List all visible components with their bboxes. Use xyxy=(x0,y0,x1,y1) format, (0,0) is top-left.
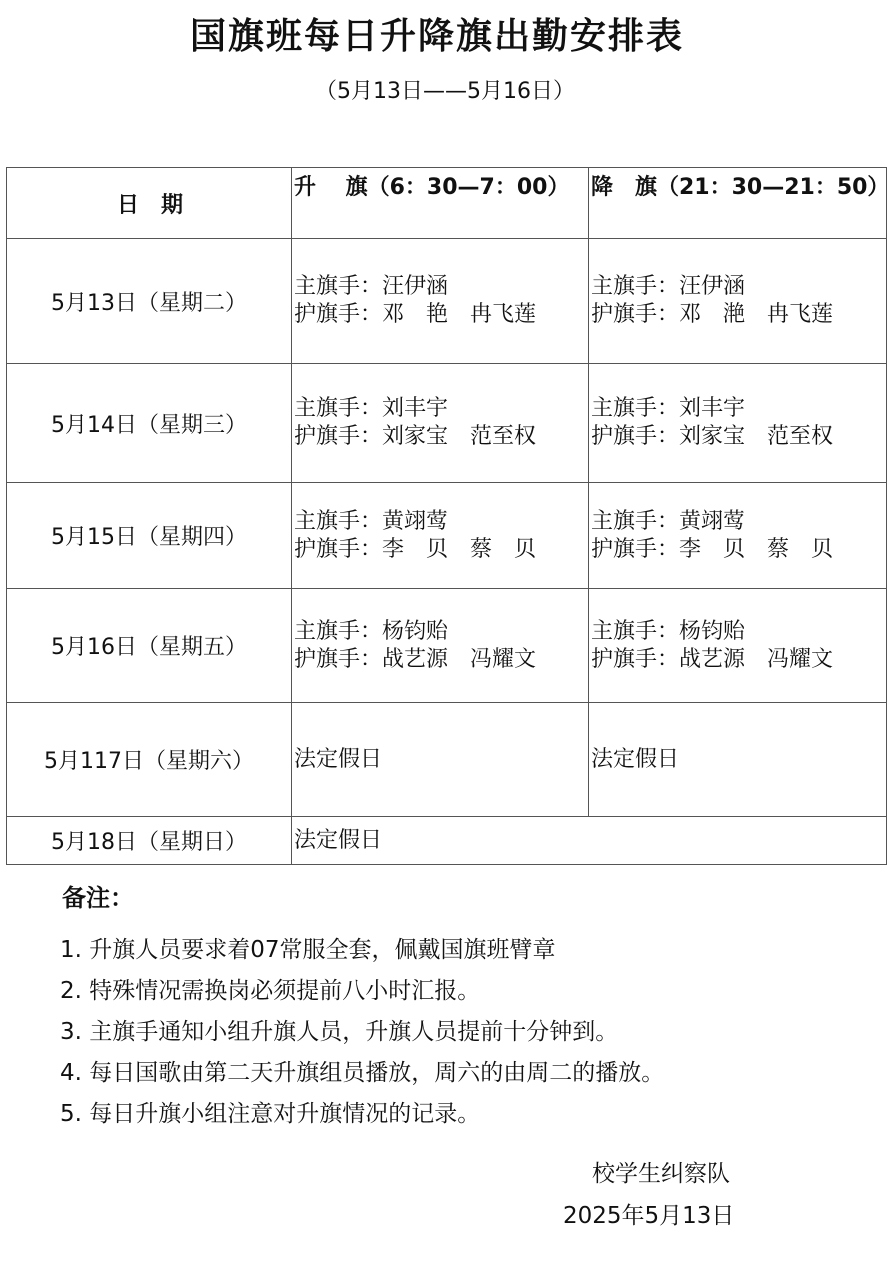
lower-cell xyxy=(588,364,886,483)
raise-cell xyxy=(291,364,588,483)
row-date: 5月14日（星期三） xyxy=(7,364,292,483)
list-item: 5. 每日升旗小组注意对升旗情况的记录。 xyxy=(60,1101,481,1127)
raise-main-flagbearer: 主旗手：汪伊涵 xyxy=(293,274,448,299)
header-date: 日 期 xyxy=(7,168,292,239)
lower-main-flagbearer: 主旗手：黄翊莺 xyxy=(590,508,745,534)
row-date: 5月15日（星期四） xyxy=(7,483,292,589)
holiday-label: 法定假日 xyxy=(293,827,382,853)
raise-main-flagbearer: 主旗手：刘丰宇 xyxy=(293,396,448,421)
list-item: 4. 每日国歌由第二天升旗组员播放，周六的由周二的播放。 xyxy=(60,1060,665,1086)
lower-main-flagbearer: 主旗手：汪伊涵 xyxy=(590,274,745,299)
raise-guards: 护旗手：李 贝 蔡 贝 xyxy=(293,536,536,562)
notes-list xyxy=(60,930,664,1135)
header-lower: 降 旗（21：30—21：50） xyxy=(588,168,886,239)
date-range-subtitle: （5月13日——5月16日） xyxy=(315,79,575,104)
table-row xyxy=(7,703,887,817)
table-row xyxy=(7,817,887,865)
lower-guards: 护旗手：刘家宝 范至权 xyxy=(590,424,833,449)
raise-guards: 护旗手：邓 艳 冉飞莲 xyxy=(293,302,536,327)
list-item: 1. 升旗人员要求着07常服全套，佩戴国旗班臂章 xyxy=(60,937,556,963)
raise-cell xyxy=(291,589,588,703)
table-row xyxy=(7,239,887,364)
row-date: 5月16日（星期五） xyxy=(7,589,292,703)
raise-guards: 护旗手：刘家宝 范至权 xyxy=(293,424,536,449)
raise-cell xyxy=(291,483,588,589)
raise-cell xyxy=(291,239,588,364)
lower-guards: 护旗手：邓 滟 冉飞莲 xyxy=(590,302,833,327)
lower-guards: 护旗手：战艺源 冯耀文 xyxy=(590,646,833,672)
row-date: 5月13日（星期二） xyxy=(7,239,292,364)
holiday-label: 法定假日 xyxy=(590,746,679,772)
raise-guards: 护旗手：战艺源 冯耀文 xyxy=(293,646,536,672)
list-item: 3. 主旗手通知小组升旗人员，升旗人员提前十分钟到。 xyxy=(60,1019,619,1045)
signature-organization: 校学生纠察队 xyxy=(592,1161,730,1187)
lower-cell xyxy=(588,589,886,703)
raise-cell xyxy=(291,703,588,817)
signature-date: 2025年5月13日 xyxy=(563,1203,735,1229)
notes-title: 备注： xyxy=(62,884,134,912)
row-date: 5月117日（星期六） xyxy=(7,703,292,817)
table-header-row xyxy=(7,168,887,239)
raise-main-flagbearer: 主旗手：黄翊莺 xyxy=(293,508,448,534)
header-raise: 升 旗（6：30—7：00） xyxy=(291,168,588,239)
list-item: 2. 特殊情况需换岗必须提前八小时汇报。 xyxy=(60,978,481,1004)
lower-cell xyxy=(588,483,886,589)
holiday-label: 法定假日 xyxy=(293,746,382,772)
merged-cell xyxy=(291,817,886,865)
lower-main-flagbearer: 主旗手：杨钧贻 xyxy=(590,618,745,644)
row-date: 5月18日（星期日） xyxy=(7,817,292,865)
table-row xyxy=(7,364,887,483)
table-row xyxy=(7,589,887,703)
lower-guards: 护旗手：李 贝 蔡 贝 xyxy=(590,536,833,562)
raise-main-flagbearer: 主旗手：杨钧贻 xyxy=(293,618,448,644)
lower-cell xyxy=(588,239,886,364)
page-title: 国旗班每日升降旗出勤安排表 xyxy=(189,16,684,57)
schedule-table xyxy=(6,167,890,865)
lower-main-flagbearer: 主旗手：刘丰宇 xyxy=(590,396,745,421)
lower-cell xyxy=(588,703,886,817)
table-row xyxy=(7,483,887,589)
